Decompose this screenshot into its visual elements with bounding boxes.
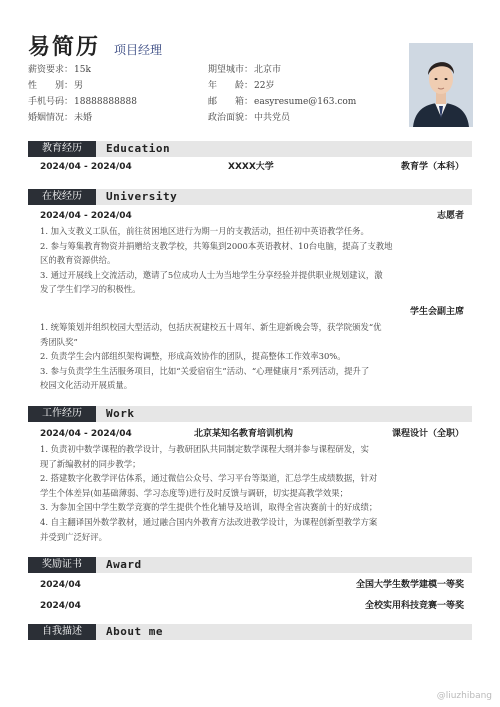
info-label: 婚姻情况： — [28, 113, 74, 123]
detail-line: 校园文化活动开展质量。 — [40, 380, 133, 391]
info-marital — [28, 110, 208, 126]
info-row — [28, 94, 388, 110]
info-row — [28, 110, 388, 126]
info-value: 18888888888 — [74, 97, 137, 107]
info-value: 北京市 — [254, 65, 282, 75]
detail-line: 1. 负责初中数学课程的教学设计，与教研团队共同制定数学课程大纲并参与课程研发，实 — [40, 444, 369, 454]
info-row — [28, 78, 388, 94]
award-row — [40, 578, 464, 592]
info-phone — [28, 94, 208, 110]
detail-line: 秀团队奖” — [40, 336, 78, 347]
section-title-en: Award — [106, 558, 142, 571]
info-value: 男 — [74, 81, 84, 91]
info-email — [208, 94, 388, 110]
work-date: 2024/04 - 2024/04 — [40, 429, 132, 439]
university-date: 2024/04 - 2024/04 — [40, 211, 132, 221]
detail-line: 2. 负责学生会内部组织架构调整，形成高效协作的团队，提高整体工作效率30%。 — [40, 351, 346, 362]
detail-line: 3. 参与负责学生生活服务项目，比如“关爱宿宿生”活动、“心理健康月”系列活动，提升了 — [40, 365, 370, 376]
work-company: 北京某知名教育培训机构 — [194, 429, 294, 439]
section-tag: 奖励证书 — [28, 557, 96, 573]
personal-info — [28, 62, 388, 126]
info-label: 手机号码： — [28, 97, 74, 107]
info-age — [208, 78, 388, 94]
detail-line: 区的教育资源供给。 — [40, 255, 116, 266]
university-role: 学生会副主席 — [409, 307, 464, 317]
detail-line: 3. 通过开展线上交流活动，邀请了5位成功人士为当地学生分享经验并提供职业规划建议，激 — [40, 269, 383, 280]
award-row — [40, 599, 464, 613]
award-date: 2024/04 — [40, 601, 81, 611]
job-title: 项目经理 — [114, 43, 163, 57]
resume-header — [28, 30, 400, 62]
section-tag: 在校经历 — [28, 189, 96, 205]
work-details — [40, 442, 464, 544]
info-label: 薪资要求： — [28, 65, 74, 75]
award-name: 全国大学生数学建模一等奖 — [355, 580, 464, 590]
info-value: 22岁 — [254, 81, 275, 91]
university-entry-header — [40, 305, 464, 319]
detail-line: 3. 为参加全国中学生数学竞赛的学生提供个性化辅导及培训，取得全省决赛前十的好成绩； — [40, 502, 378, 513]
detail-line: 1. 统筹策划并组织校园大型活动，包括庆祝建校五十周年、新生迎新晚会等，获学院颁发“优 — [40, 322, 382, 332]
detail-line: 学生个体差异(如基础薄弱、学习态度等)进行及时反馈与调研，切实提高教学效果； — [40, 487, 349, 498]
info-value: 未婚 — [74, 113, 93, 123]
candidate-name: 易简历 — [28, 35, 101, 60]
education-school: XXXX大学 — [228, 162, 274, 172]
info-label: 期望城市： — [208, 65, 254, 75]
university-entry-header — [40, 209, 464, 223]
info-city — [208, 62, 388, 78]
education-degree: 教育学（本科） — [400, 162, 464, 172]
profile-photo — [409, 43, 473, 127]
university-entry2-details — [40, 320, 464, 393]
section-work — [28, 406, 472, 422]
info-value: 15k — [74, 65, 91, 75]
section-tag: 教育经历 — [28, 141, 96, 157]
info-value: 中共党员 — [254, 113, 291, 123]
section-education — [28, 141, 472, 157]
info-label: 年 龄： — [208, 81, 254, 91]
education-row — [40, 160, 464, 174]
award-name: 全校实用科技竞赛一等奖 — [364, 601, 464, 611]
section-title-en: Work — [106, 407, 135, 420]
detail-line: 2. 参与筹集教育物资并捐赠给支教学校，共筹集到2000本英语教材、10台电脑，提高了支教地 — [40, 240, 393, 251]
avatar-portrait-icon — [409, 43, 473, 127]
section-tag: 工作经历 — [28, 406, 96, 422]
university-role: 志愿者 — [436, 211, 464, 221]
section-title-en: About me — [106, 625, 163, 638]
info-label: 政治面貌： — [208, 113, 254, 123]
work-entry-header — [40, 427, 464, 441]
info-salary — [28, 62, 208, 78]
info-value: easyresume@163.com — [254, 97, 357, 107]
info-gender — [28, 78, 208, 94]
info-row — [28, 62, 388, 78]
info-political — [208, 110, 388, 126]
section-award — [28, 557, 472, 573]
watermark: @liuzhibang — [436, 691, 492, 701]
university-entry1-details — [40, 224, 464, 297]
info-label: 性 别： — [28, 81, 74, 91]
name-row — [28, 30, 400, 62]
education-date: 2024/04 - 2024/04 — [40, 162, 132, 172]
award-date: 2024/04 — [40, 580, 81, 590]
detail-line: 并受到广泛好评。 — [40, 531, 107, 542]
section-title-en: Education — [106, 142, 171, 155]
detail-line: 现了新编教材的同步教学； — [40, 458, 141, 469]
section-tag: 自我描述 — [28, 624, 96, 640]
info-label: 邮 箱： — [208, 97, 254, 107]
detail-line: 4. 自主翻译国外数学教材，通过融合国内外教育方法改进教学设计，为课程创新型教学方案 — [40, 516, 378, 527]
section-title-en: University — [106, 190, 178, 203]
detail-line: 发了学生们学习的积极性。 — [40, 284, 141, 295]
work-position: 课程设计（全职） — [391, 429, 464, 439]
detail-line: 1. 加入支教义工队伍，前往贫困地区进行为期一月的支教活动，担任初中英语教学任务。 — [40, 226, 369, 236]
detail-line: 2. 搭建数字化教学评估体系，通过微信公众号、学习平台等渠道，汇总学生成绩数据，针对 — [40, 473, 378, 484]
section-university — [28, 189, 472, 205]
section-about — [28, 624, 472, 640]
